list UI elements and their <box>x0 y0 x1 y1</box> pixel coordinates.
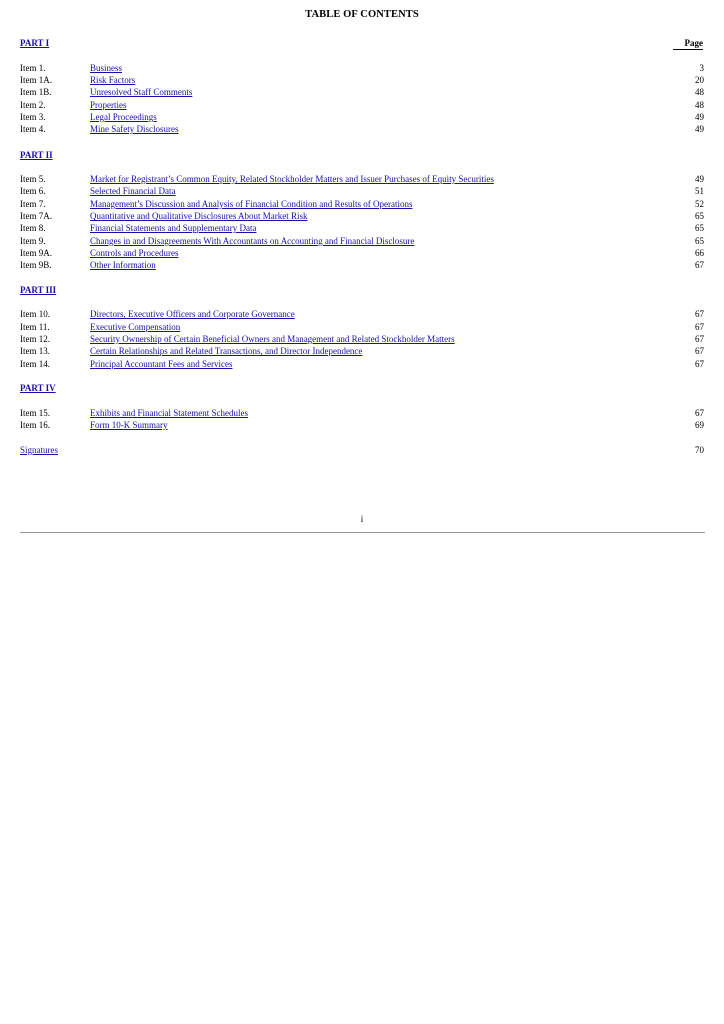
toc-row <box>20 235 704 247</box>
item-link[interactable]: Financial Statements and Supplementary Data <box>90 223 257 233</box>
page-number: 49 <box>695 174 704 184</box>
page-number: 67 <box>695 309 704 319</box>
toc-row <box>20 259 704 271</box>
toc-row <box>20 99 704 111</box>
page-number: 65 <box>695 211 704 221</box>
item-number: Item 1B. <box>20 87 52 97</box>
page-number: 67 <box>695 322 704 332</box>
toc-row <box>20 308 704 320</box>
toc-row <box>20 247 704 259</box>
item-number: Item 15. <box>20 408 50 418</box>
item-number: Item 4. <box>20 124 46 134</box>
item-link[interactable]: Security Ownership of Certain Beneficial Owners and Management and Related Stockholder Matters <box>90 334 455 344</box>
toc-row <box>20 185 704 197</box>
part-i-heading[interactable]: PART I <box>20 38 50 48</box>
item-number: Item 1. <box>20 63 46 73</box>
page-number: 49 <box>695 112 704 122</box>
page-title: TABLE OF CONTENTS <box>305 9 419 20</box>
item-link[interactable]: Unresolved Staff Comments <box>90 87 193 97</box>
item-number: Item 5. <box>20 174 46 184</box>
item-link[interactable]: Management’s Discussion and Analysis of Financial Condition and Results of Operations <box>90 199 413 209</box>
toc-row <box>20 321 704 333</box>
toc-row <box>20 333 704 345</box>
page-number: 69 <box>695 420 704 430</box>
item-link[interactable]: Mine Safety Disclosures <box>90 124 179 134</box>
item-number: Item 7A. <box>20 211 52 221</box>
page-number: 67 <box>695 359 704 369</box>
item-link[interactable]: Changes in and Disagreements With Accountants on Accounting and Financial Disclosure <box>90 236 415 246</box>
item-link[interactable]: Controls and Procedures <box>90 248 179 258</box>
toc-row <box>20 111 704 123</box>
item-link[interactable]: Market for Registrant’s Common Equity, Related Stockholder Matters and Issuer Purchases of Equity Securities <box>90 174 494 184</box>
item-number: Item 3. <box>20 112 46 122</box>
page-number: 48 <box>695 100 704 110</box>
item-link[interactable]: Certain Relationships and Related Transactions, and Director Independence <box>90 346 363 356</box>
toc-row <box>20 222 704 234</box>
item-link[interactable]: Form 10-K Summary <box>90 420 168 430</box>
item-link[interactable]: Risk Factors <box>90 75 136 85</box>
toc-row <box>20 407 704 419</box>
page-number: 70 <box>695 445 704 455</box>
item-link[interactable]: Business <box>90 63 123 73</box>
toc-row <box>20 419 704 431</box>
toc-row <box>20 74 704 86</box>
toc-row <box>20 345 704 357</box>
toc-row <box>20 198 704 210</box>
item-number: Item 16. <box>20 420 50 430</box>
toc-row <box>20 173 704 185</box>
page-divider <box>20 532 705 533</box>
item-link[interactable]: Directors, Executive Officers and Corporate Governance <box>90 309 295 319</box>
item-link[interactable]: Executive Compensation <box>90 322 181 332</box>
item-number: Item 9A. <box>20 248 52 258</box>
item-number: Item 11. <box>20 322 50 332</box>
page-number: 67 <box>695 260 704 270</box>
toc-row <box>20 210 704 222</box>
item-number: Item 8. <box>20 223 46 233</box>
page-number: 67 <box>695 346 704 356</box>
toc-row <box>20 86 704 98</box>
page-number: 67 <box>695 408 704 418</box>
item-link[interactable]: Principal Accountant Fees and Services <box>90 359 233 369</box>
page-number: 49 <box>695 124 704 134</box>
signatures-row <box>20 444 704 456</box>
page-number: 52 <box>695 199 704 209</box>
item-number: Item 2. <box>20 100 46 110</box>
part-ii-heading[interactable]: PART II <box>20 150 53 160</box>
item-link[interactable]: Selected Financial Data <box>90 186 176 196</box>
item-number: Item 6. <box>20 186 46 196</box>
item-number: Item 9B. <box>20 260 52 270</box>
item-number: Item 7. <box>20 199 46 209</box>
page-number: 65 <box>695 236 704 246</box>
part-iv-heading[interactable]: PART IV <box>20 383 56 393</box>
item-number: Item 12. <box>20 334 50 344</box>
item-link[interactable]: Legal Proceedings <box>90 112 157 122</box>
item-link[interactable]: Properties <box>90 100 127 110</box>
page-number: 67 <box>695 334 704 344</box>
item-number: Item 1A. <box>20 75 52 85</box>
part-iii-heading[interactable]: PART III <box>20 285 57 295</box>
footer-page-number: i <box>360 514 364 524</box>
toc-row <box>20 358 704 370</box>
page-number: 3 <box>699 63 704 73</box>
page-number: 20 <box>695 75 704 85</box>
signatures-link[interactable]: Signatures <box>20 445 58 455</box>
toc-row <box>20 62 704 74</box>
toc-row <box>20 123 704 135</box>
item-number: Item 14. <box>20 359 50 369</box>
item-number: Item 10. <box>20 309 50 319</box>
item-link[interactable]: Exhibits and Financial Statement Schedules <box>90 408 248 418</box>
item-number: Item 13. <box>20 346 50 356</box>
page-number: 51 <box>695 186 704 196</box>
page-column-header: Page <box>673 38 703 50</box>
page-number: 65 <box>695 223 704 233</box>
page-number: 48 <box>695 87 704 97</box>
item-link[interactable]: Other Information <box>90 260 156 270</box>
item-link[interactable]: Quantitative and Qualitative Disclosures About Market Risk <box>90 211 308 221</box>
item-number: Item 9. <box>20 236 46 246</box>
page-number: 66 <box>695 248 704 258</box>
